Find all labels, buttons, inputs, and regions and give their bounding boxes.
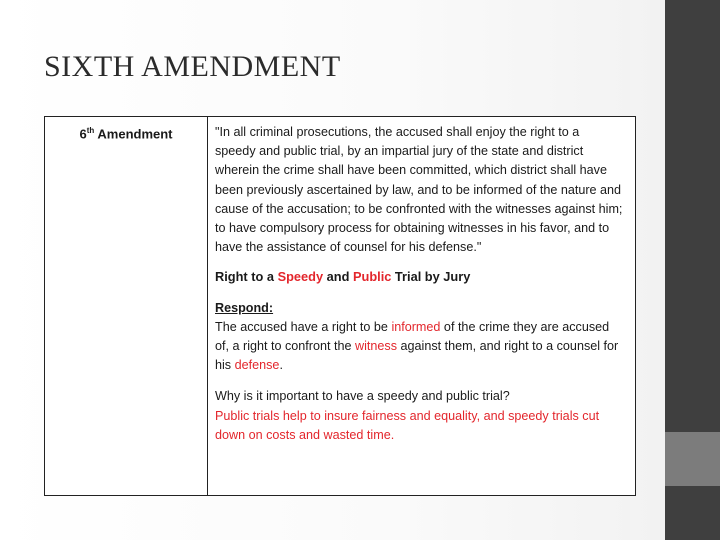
respond-informed: informed	[391, 319, 441, 334]
amendment-label: Amendment	[94, 126, 173, 142]
amendment-body-cell	[208, 117, 636, 496]
respond-text	[215, 318, 623, 376]
amendment-figure	[44, 116, 636, 496]
amendment-summary	[215, 267, 623, 286]
amendment-quote: "In all criminal prosecutions, the accused shall enjoy the right to a speedy and public trial, by an impartial jury of the state and district wherein the crime shall have been committed, which district shall have been previously ascertained by law, and to be informed of the nature and cause of the accusation; to be confronted with the witnesses against him; to have compulsory process for obtaining witnesses in his favor, and to have the assistance of counsel for his defense."	[215, 125, 623, 255]
respond-text-1: The accused have a right to be	[215, 319, 392, 334]
answer-text: Public trials help to insure fairness and equality, and speedy trials cut down on costs and wasted time.	[215, 408, 600, 442]
slide-title: SIXTH AMENDMENT	[44, 50, 341, 83]
amendment-table	[44, 116, 636, 496]
respond-heading: Respond:	[215, 300, 274, 315]
respond-text-3: against them, and right to a counsel for his	[215, 339, 619, 373]
amendment-number: 6	[79, 126, 87, 142]
amendment-ordinal: th	[86, 126, 95, 135]
question-text: Why is it important to have a speedy and public trial?	[215, 389, 510, 404]
summary-text-1: Right to a	[215, 269, 278, 285]
respond-defense: defense	[234, 358, 280, 373]
summary-public: Public	[352, 269, 392, 285]
respond-text-4: .	[279, 358, 283, 373]
summary-text-2: and	[323, 269, 353, 285]
respond-text-2: of the crime they are accused of, a right to confront the	[215, 319, 610, 354]
amendment-label-cell	[45, 117, 208, 496]
summary-speedy: Speedy	[277, 269, 324, 285]
sidebar-accent-block	[665, 432, 720, 486]
respond-witness: witness	[355, 339, 398, 354]
summary-text-3: Trial by Jury	[391, 269, 471, 285]
